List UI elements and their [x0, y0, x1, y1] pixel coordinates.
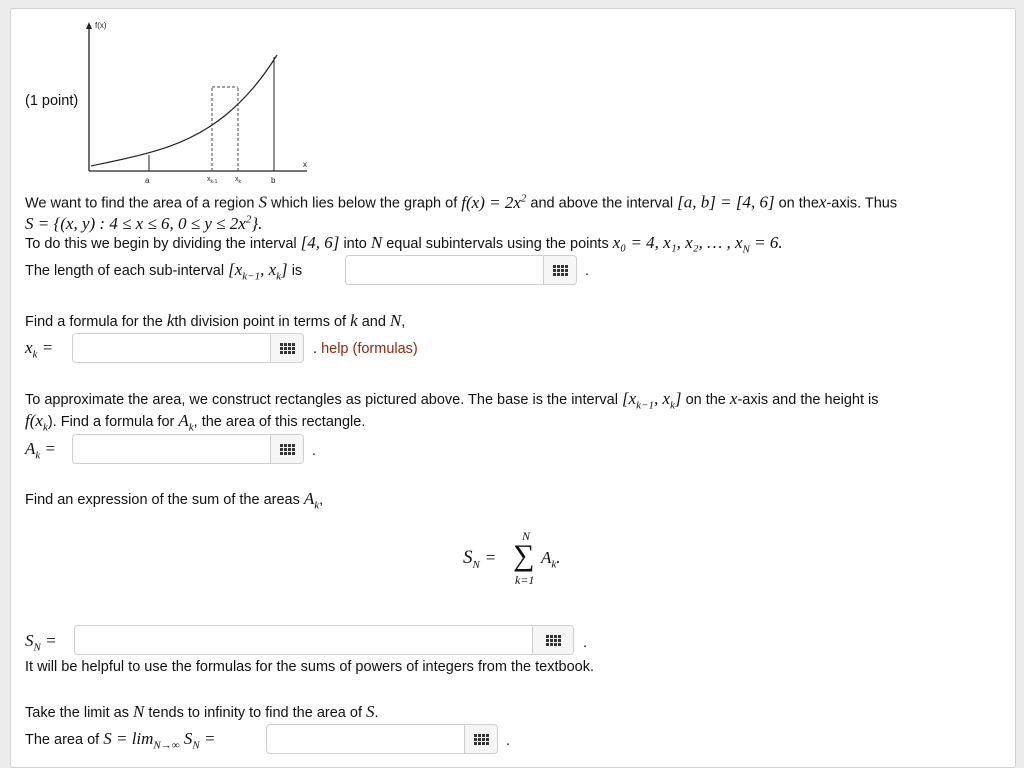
answer-field-xk[interactable]	[72, 333, 304, 363]
problem-card: f(x) x a $x_{k-1}$ $x_k$ b (1 point) We want to find the area of a region S which lies below the graph of $f(x) = 2x^2$ and above the interval [a, b] = [4, 6] on thex-axis. Thus S = {(x, y) : 4 ≤ x ≤ 6, $0 \le y \le 2x^2$}. To do this we begin by dividing the interval [4, 6] into N equal subintervals using the points x₀ = 4, x₁, x₂, … , $x_N = 6$. The length of each sub-interval [$x_{k-1}$, $x_k$] is . Find a formula for the kth division point in terms of k and N, $x_k$ = . help (formulas) To approximate the area, we construct rectangles as pictured above. The base is the interval [$x_{k-1}$, $x_k$] on the x-axis and the height is $f(x_k)$. Find a formula for $A_k$, the area of this rectangle. $A_k$ = . Find an expression of the sum of the areas $A_k$, $S_N$ = N ∑ k=1 $A_k$. $S_N$ = . It will be helpful to use the formulas for the sums of powers of integers from the textbook. Take the limit as N tends to infinity to find the area of S. The area of $S = \lim_{N\to\infty} S_N$ = .	[10, 8, 1016, 768]
intro-line-4: The length of each sub-interval [$x_{k-1}$, $x_k$] is	[25, 260, 303, 283]
equation-editor-button-5[interactable]	[464, 725, 497, 753]
graph-xk-label: $x_k$	[235, 176, 241, 185]
intro-line-3: To do this we begin by dividing the interval [4, 6] into N equal subintervals using the points x₀ = 4, x₁, x₂, … , $x_N = 6$.	[25, 233, 783, 256]
grid-icon	[280, 343, 295, 354]
graph-xkm1-label: $x_{k-1}$	[207, 176, 218, 185]
sn-label: $S_N$ =	[25, 631, 57, 654]
grid-icon	[280, 444, 295, 455]
answer-field-subinterval-length[interactable]	[345, 255, 577, 285]
sn-input[interactable]	[75, 626, 532, 654]
ak-input[interactable]	[73, 435, 270, 463]
sum-formula: $S_N$ = N ∑ k=1 $A_k$.	[463, 529, 561, 587]
equation-editor-button-2[interactable]	[270, 334, 303, 362]
equation-editor-button-1[interactable]	[543, 256, 576, 284]
equation-editor-button-3[interactable]	[270, 435, 303, 463]
ak-label: $A_k$ =	[25, 439, 57, 462]
help-formulas-link[interactable]: help (formulas)	[321, 341, 418, 357]
answer-field-area[interactable]	[266, 724, 498, 754]
intro-line-1: We want to find the area of a region S which lies below the graph of $f(x) = 2x^2$ and above the interval [a, b] = [4, 6] on thex-axis. Thus	[25, 192, 898, 212]
q2-line-1: Find a formula for the kth division point in terms of k and N,	[25, 311, 406, 330]
grid-icon	[546, 635, 561, 646]
answer-field-ak[interactable]	[72, 434, 304, 464]
grid-icon	[553, 265, 568, 276]
area-input[interactable]	[267, 725, 464, 753]
q4-line-1: Find an expression of the sum of the areas $A_k$,	[25, 489, 324, 512]
q5-line-1: Take the limit as N tends to infinity to find the area of S.	[25, 702, 379, 721]
intro-line-2: S = {(x, y) : 4 ≤ x ≤ 6, $0 \le y \le 2x^2$}.	[25, 213, 263, 233]
xk-input[interactable]	[73, 334, 270, 362]
q5-line-2: The area of $S = \lim_{N\to\infty} S_N$ =	[25, 729, 216, 752]
subinterval-length-input[interactable]	[346, 256, 543, 284]
equation-editor-button-4[interactable]	[532, 626, 573, 654]
graph-b-label: b	[271, 176, 276, 185]
xk-label: $x_k$ =	[25, 338, 54, 361]
grid-icon	[474, 734, 489, 745]
point-label: (1 point)	[25, 93, 79, 109]
q3-line-1: To approximate the area, we construct rectangles as pictured above. The base is the interval [$x_{k-1}$, $x_k$] on the x-axis and the height is	[25, 389, 879, 412]
graph-a-label: a	[145, 176, 150, 185]
graph-y-label: f(x)	[95, 21, 107, 30]
q3-line-2: $f(x_k)$. Find a formula for $A_k$, the area of this rectangle.	[25, 411, 366, 434]
answer-field-sn[interactable]	[74, 625, 574, 655]
function-graph	[77, 19, 317, 189]
graph-x-label: x	[303, 160, 307, 169]
sums-note: It will be helpful to use the formulas for the sums of powers of integers from the textbook.	[25, 659, 594, 675]
